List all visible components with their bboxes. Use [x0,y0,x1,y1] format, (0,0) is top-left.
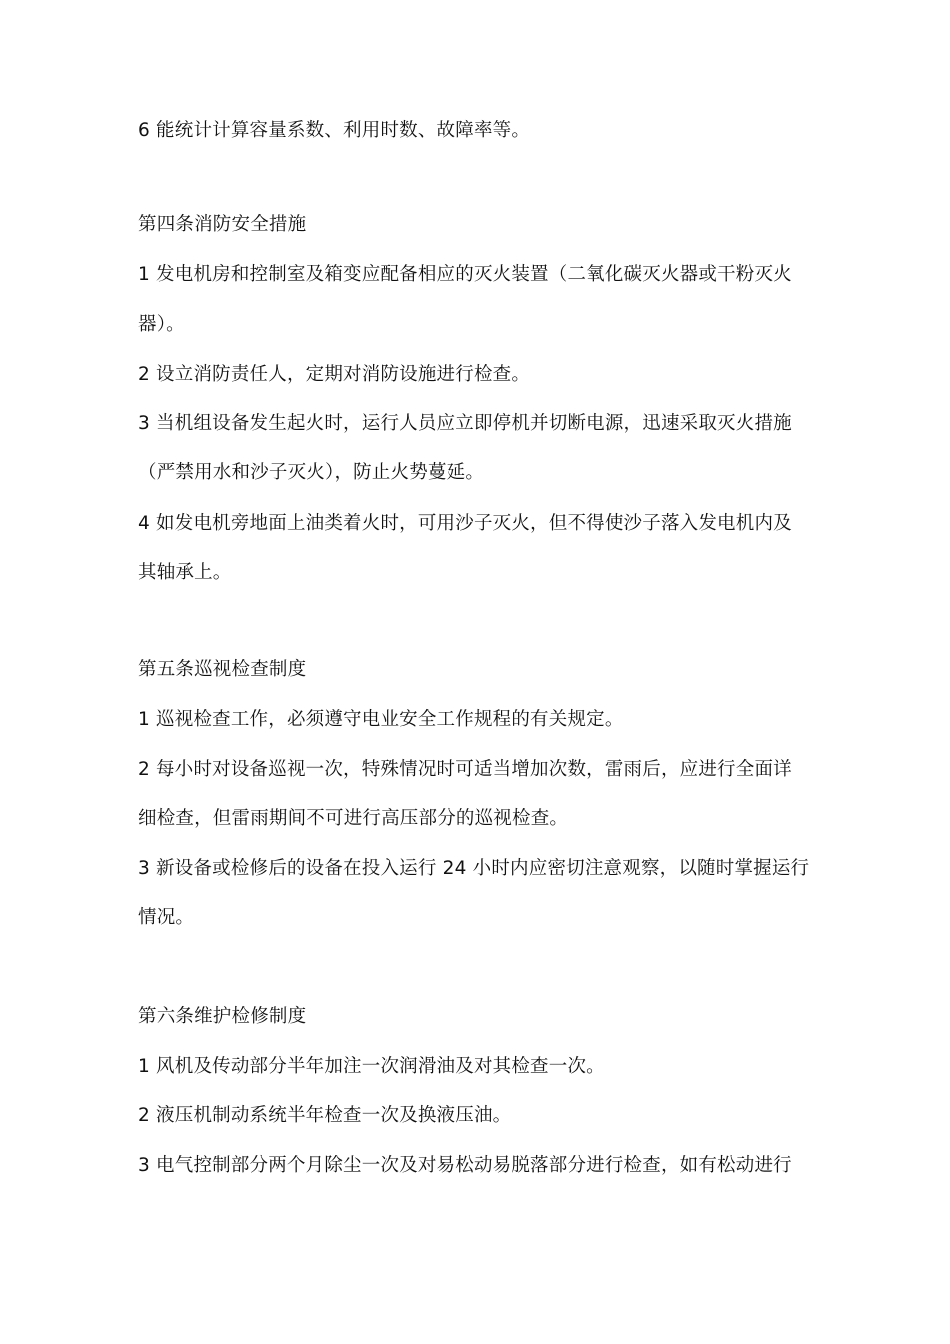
section-heading-inspection: 第五条巡视检查制度 [138,659,307,680]
maintenance-item-3-line-1: 3 电气控制部分两个月除尘一次及对易松动易脱落部分进行检查，如有松动进行 [138,1155,792,1176]
fire-item-1-line-2: 器）。 [138,314,185,335]
item-6-statistics: 6 能统计计算容量系数、利用时数、故障率等。 [138,120,531,141]
fire-item-3-line-2: （严禁用水和沙子灭火），防止火势蔓延。 [138,462,485,483]
maintenance-item-2: 2 液压机制动系统半年检查一次及换液压油。 [138,1105,512,1126]
fire-item-3-line-1: 3 当机组设备发生起火时，运行人员应立即停机并切断电源，迅速采取灭火措施 [138,413,792,434]
inspection-item-1: 1 巡视检查工作，必须遵守电业安全工作规程的有关规定。 [138,709,624,730]
fire-item-4-line-2: 其轴承上。 [138,562,232,583]
section-heading-maintenance: 第六条维护检修制度 [138,1006,307,1027]
inspection-item-3-line-1: 3 新设备或检修后的设备在投入运行 24 小时内应密切注意观察，以随时掌握运行 [138,858,810,879]
fire-item-2: 2 设立消防责任人，定期对消防设施进行检查。 [138,364,531,385]
fire-item-4-line-1: 4 如发电机旁地面上油类着火时，可用沙子灭火，但不得使沙子落入发电机内及 [138,513,792,534]
inspection-item-3-line-2: 情况。 [138,907,195,928]
fire-item-1-line-1: 1 发电机房和控制室及箱变应配备相应的灭火装置（二氧化碳灭火器或干粉灭火 [138,264,792,285]
section-heading-fire-safety: 第四条消防安全措施 [138,214,307,235]
inspection-item-2-line-2: 细检查，但雷雨期间不可进行高压部分的巡视检查。 [138,808,569,829]
maintenance-item-1: 1 风机及传动部分半年加注一次润滑油及对其检查一次。 [138,1056,605,1077]
inspection-item-2-line-1: 2 每小时对设备巡视一次，特殊情况时可适当增加次数，雷雨后，应进行全面详 [138,759,792,780]
